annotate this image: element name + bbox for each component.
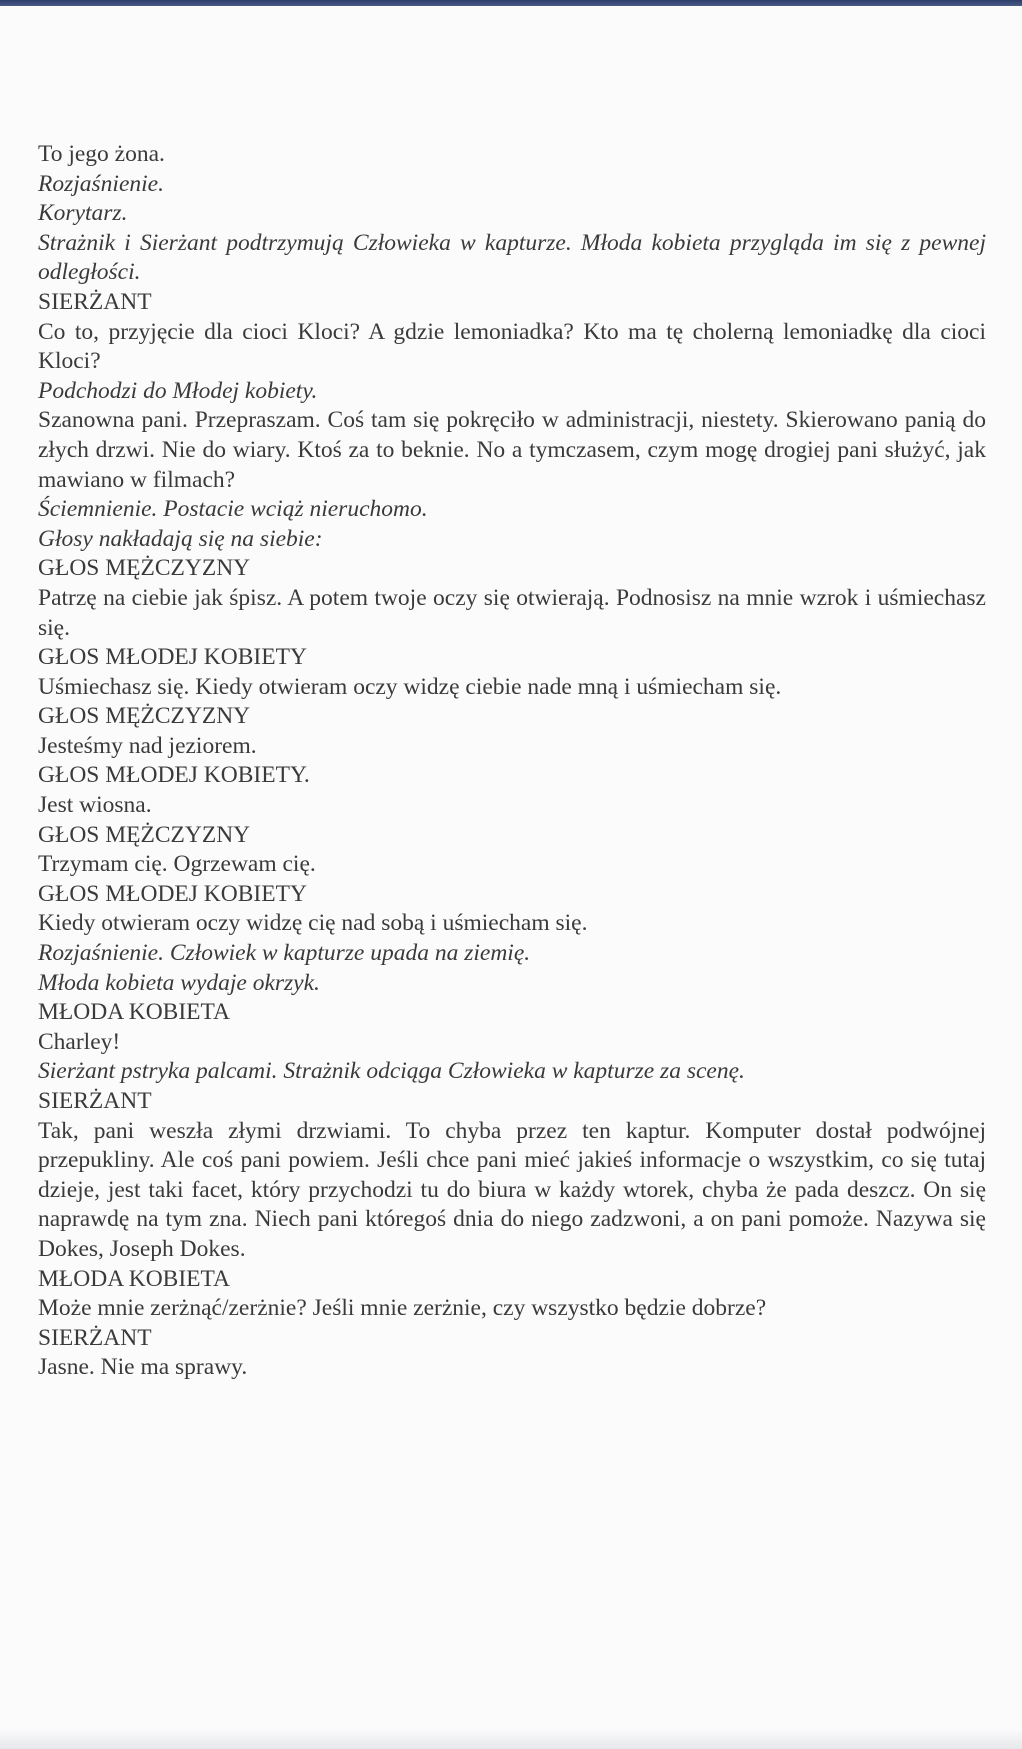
dialogue-line: Tak, pani weszła złymi drzwiami. To chyba przez ten kaptur. Komputer dostał podwójnej przepukliny. Ale coś pani powiem. Jeśli chce pani mieć jakieś informacje o wszystkim, co się tutaj dzieje, jest taki facet, który przychodzi tu do biura w każdy wtorek, chyba że pada deszcz. On się naprawdę na tym zna. Niech pani któregoś dnia do niego zadzwoni, a on pani pomoże. Nazywa się Dokes, Joseph Dokes. <box>38 1117 986 1262</box>
speaker-name: GŁOS MĘŻCZYZNY <box>38 555 251 582</box>
dialogue-line: Szanowna pani. Przepraszam. Coś tam się pokręciło w administracji, niestety. Skierowano panią do złych drzwi. Nie do wiary. Ktoś za to beknie. No a tymczasem, czym mogę drogiej pani służyć, jak mawiano w filmach? <box>38 407 986 493</box>
dialogue-line: Uśmiechasz się. Kiedy otwieram oczy widzę ciebie nade mną i uśmiecham się. <box>38 673 782 700</box>
stage-direction: Rozjaśnienie. <box>38 170 164 197</box>
stage-direction: Podchodzi do Młodej kobiety. <box>38 377 318 404</box>
stage-direction: Korytarz. <box>38 200 128 227</box>
script-page <box>38 140 986 1383</box>
speaker-name: SIERŻANT <box>38 1324 152 1351</box>
dialogue-line: Jesteśmy nad jeziorem. <box>38 732 257 759</box>
stage-direction: Rozjaśnienie. Człowiek w kapturze upada na ziemię. <box>38 940 531 967</box>
speaker-name: SIERŻANT <box>38 1088 152 1114</box>
speaker-name: MŁODA KOBIETA <box>38 999 230 1026</box>
speaker-name: GŁOS MŁODEJ KOBIETY. <box>38 762 310 789</box>
speaker-name: GŁOS MŁODEJ KOBIETY <box>38 880 307 907</box>
stage-direction: Sierżant pstryka palcami. Strażnik odciąga Człowieka w kapturze za scenę. <box>38 1058 745 1085</box>
dialogue-line: Kiedy otwieram oczy widzę cię nad sobą i uśmiecham się. <box>38 910 588 937</box>
speaker-name: MŁODA KOBIETA <box>38 1265 230 1292</box>
stage-direction: Strażnik i Sierżant podtrzymują Człowieka w kapturze. Młoda kobieta przygląda im się z pewnej odległości. <box>38 229 986 286</box>
scan-bottom-edge <box>0 1729 1022 1749</box>
dialogue-line: Trzymam cię. Ogrzewam cię. <box>38 851 316 878</box>
speaker-name: GŁOS MŁODEJ KOBIETY <box>38 644 307 671</box>
dialogue-line: Jest wiosna. <box>38 792 152 819</box>
dialogue-line: Może mnie zerżnąć/zerżnie? Jeśli mnie zerżnie, czy wszystko będzie dobrze? <box>38 1295 767 1322</box>
stage-direction: Ściemnienie. Postacie wciąż nieruchomo. <box>38 496 428 523</box>
dialogue-line: Patrzę na ciebie jak śpisz. A potem twoje oczy się otwierają. Podnosisz na mnie wzrok i uśmiechasz się. <box>38 584 986 641</box>
dialogue-line: Charley! <box>38 1028 121 1055</box>
dialogue-line: Co to, przyjęcie dla cioci Kloci? A gdzie lemoniadka? Kto ma tę cholerną lemoniadkę dla cioci Kloci? <box>38 318 986 375</box>
speaker-name: GŁOS MĘŻCZYZNY <box>38 821 251 848</box>
speaker-name: SIERŻANT <box>38 288 152 315</box>
speaker-name: GŁOS MĘŻCZYZNY <box>38 703 251 730</box>
stage-direction: Młoda kobieta wydaje okrzyk. <box>38 969 320 996</box>
scan-top-edge <box>0 0 1022 6</box>
dialogue-line: Jasne. Nie ma sprawy. <box>38 1354 248 1381</box>
stage-direction: Głosy nakładają się na siebie: <box>38 525 323 552</box>
dialogue-line: To jego żona. <box>38 141 165 167</box>
